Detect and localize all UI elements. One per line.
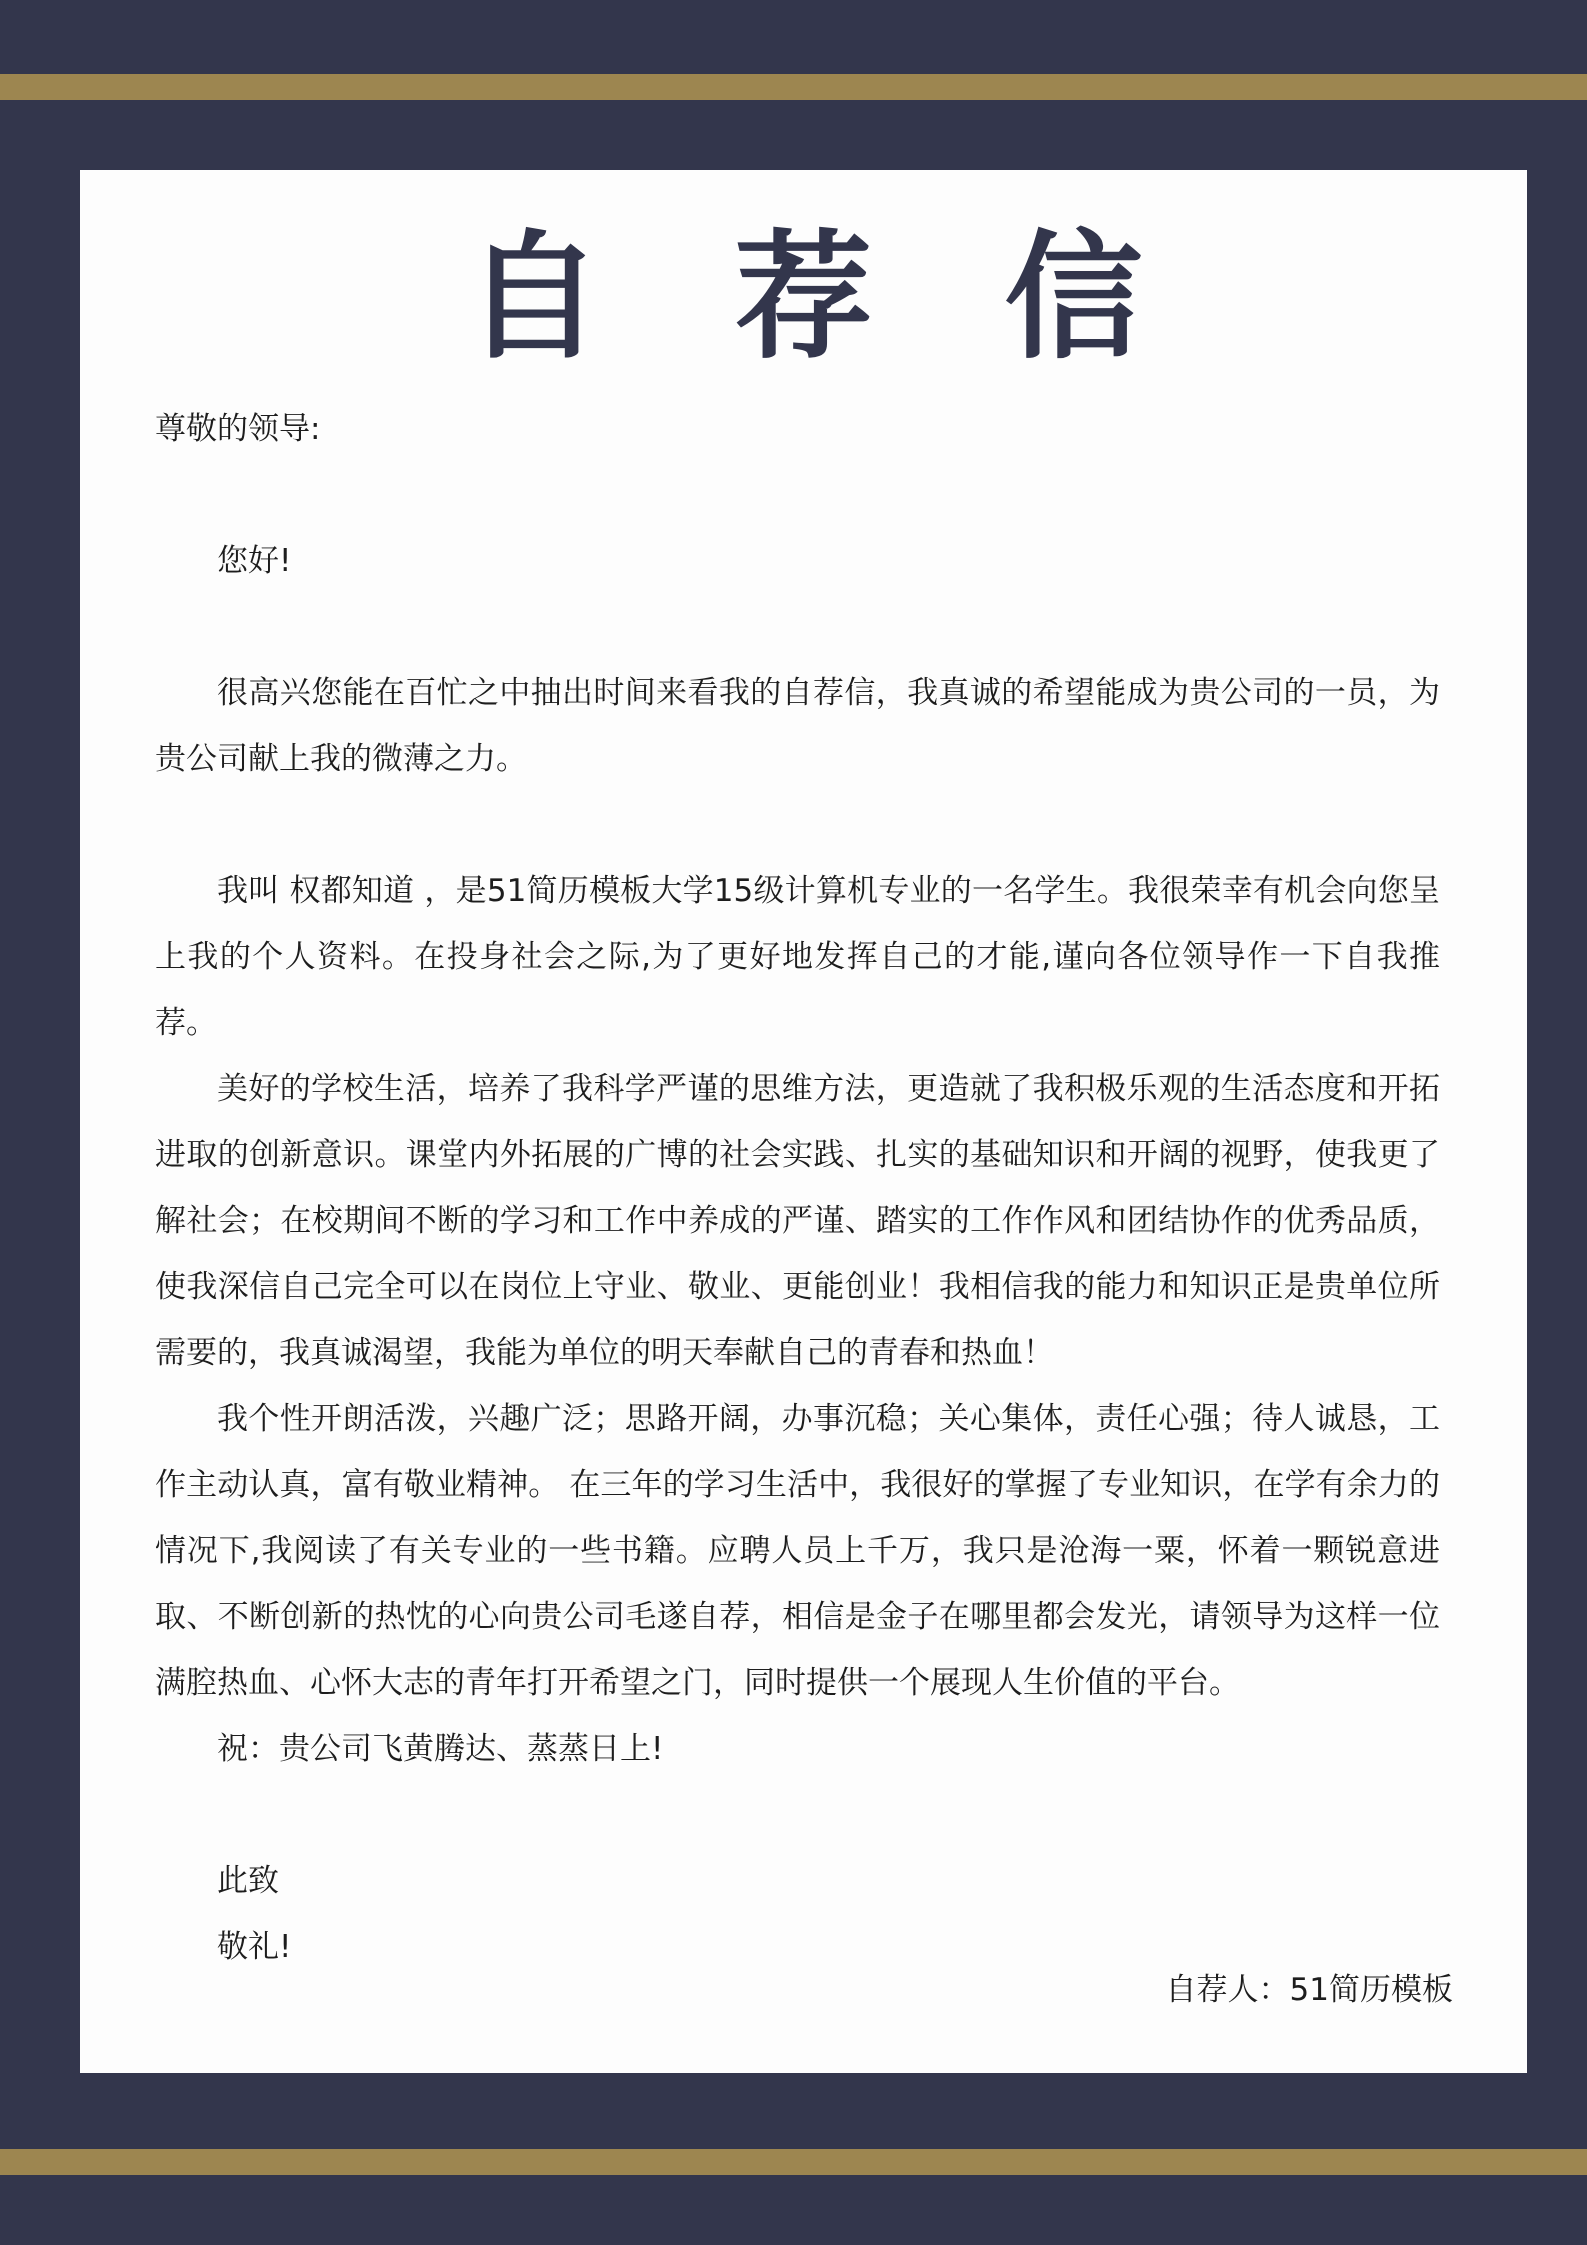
paragraph-personality: 我个性开朗活泼，兴趣广泛；思路开阔，办事沉稳；关心集体，责任心强；待人诚恳，工作主动认真，富有敬业精神。 在三年的学习生活中，我很好的掌握了专业知识，在学有余力的情况下,我阅读了有关专业的一些书籍。应聘人员上千万，我只是沧海一粟，怀着一颗锐意进取、不断创新的热忱的心向贵公司毛遂自荐，相信是金子在哪里都会发光，请领导为这样一位满腔热血、心怀大志的青年打开希望之门，同时提供一个展现人生价值的平台。: [155, 1401, 1440, 1701]
blank-line: [155, 1782, 1440, 1848]
paragraph-school-life: 美好的学校生活，培养了我科学严谨的思维方法，更造就了我积极乐观的生活态度和开拓进取的创新意识。课堂内外拓展的广博的社会实践、扎实的基础知识和开阔的视野，使我更了解社会；在校期间不断的学习和工作中养成的严谨、踏实的工作作风和团结协作的优秀品质，使我深信自己完全可以在岗位上守业、敬业、更能创业！我相信我的能力和知识正是贵单位所需要的，我真诚渴望，我能为单位的明天奉献自己的青春和热血！: [155, 1071, 1440, 1371]
letter-page: [80, 170, 1527, 2073]
paragraph-self-introduction: 我叫 权都知道 ，是51简历模板大学15级计算机专业的一名学生。我很荣幸有机会向您呈上我的个人资料。在投身社会之际,为了更好地发挥自己的才能,谨向各位领导作一下自我推荐。: [155, 873, 1440, 1041]
paragraph-intro: 很高兴您能在百忙之中抽出时间来看我的自荐信，我真诚的希望能成为贵公司的一员，为贵公司献上我的微薄之力。: [155, 675, 1440, 777]
salutation: 尊敬的领导:: [155, 411, 321, 447]
bottom-accent-stripe: [0, 2149, 1587, 2175]
letter-body: [155, 396, 1440, 1980]
signature: 自荐人：51简历模板: [1165, 1972, 1453, 2008]
top-accent-stripe: [0, 74, 1587, 100]
closing-line-2: 敬礼!: [217, 1929, 292, 1965]
closing-line-1: 此致: [217, 1863, 279, 1899]
blank-line: [155, 792, 1440, 858]
greeting: 您好!: [217, 543, 292, 579]
blank-line: [155, 462, 1440, 528]
page-title: 自 荐 信: [464, 217, 1185, 378]
blank-line: [155, 594, 1440, 660]
paragraph-wishes: 祝：贵公司飞黄腾达、蒸蒸日上!: [217, 1731, 664, 1767]
